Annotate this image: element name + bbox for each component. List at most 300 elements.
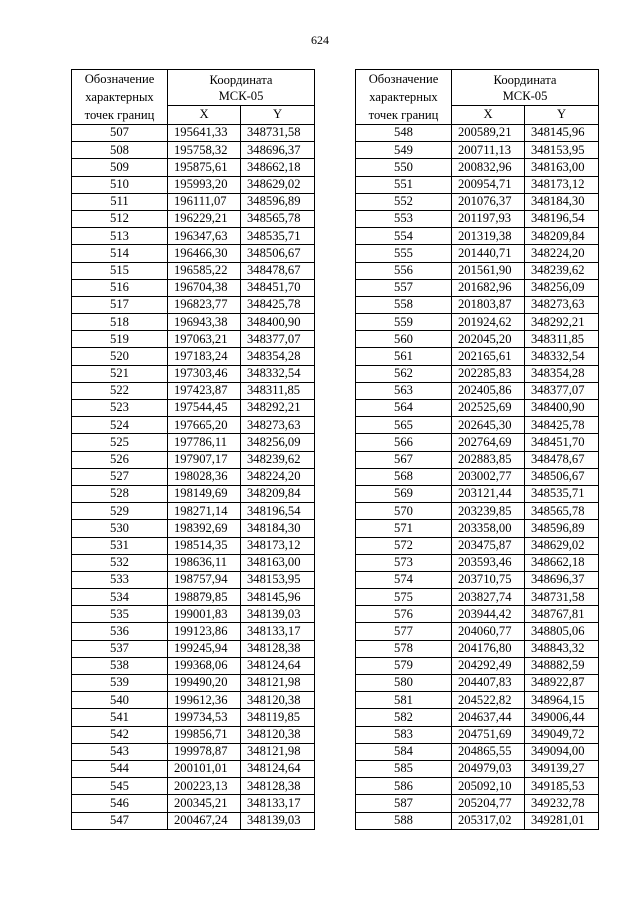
coordinates-table-left-body (72, 125, 315, 830)
table-row (72, 262, 315, 279)
point-number: 533 (72, 571, 168, 588)
table-row (356, 262, 599, 279)
point-number: 509 (72, 159, 168, 176)
x-coordinate: 200101,01 (168, 760, 241, 777)
point-number: 586 (356, 778, 452, 795)
x-coordinate: 195758,32 (168, 142, 241, 159)
y-coordinate: 348964,15 (525, 692, 599, 709)
point-number: 577 (356, 623, 452, 640)
x-coordinate: 198149,69 (168, 485, 241, 502)
table-row (72, 245, 315, 262)
y-coordinate: 348145,96 (525, 125, 599, 142)
y-coordinate: 348535,71 (241, 228, 315, 245)
point-number: 528 (72, 485, 168, 502)
point-number: 535 (72, 606, 168, 623)
x-coordinate: 197665,20 (168, 417, 241, 434)
header-point-line-1: Обозначение (368, 72, 439, 86)
y-coordinate: 348209,84 (241, 485, 315, 502)
table-row (356, 176, 599, 193)
table-row (356, 485, 599, 502)
y-coordinate: 349006,44 (525, 709, 599, 726)
table-row (356, 142, 599, 159)
y-coordinate: 348843,32 (525, 640, 599, 657)
table-row (72, 554, 315, 571)
table-row (356, 657, 599, 674)
y-coordinate: 348145,96 (241, 589, 315, 606)
point-number: 548 (356, 125, 452, 142)
y-coordinate: 349139,27 (525, 760, 599, 777)
y-coordinate: 348224,20 (241, 468, 315, 485)
x-coordinate: 202285,83 (452, 365, 525, 382)
point-number: 518 (72, 314, 168, 331)
point-number: 553 (356, 210, 452, 227)
table-row (72, 778, 315, 795)
header-point-line-3: точек границ (368, 108, 439, 122)
table-row (356, 726, 599, 743)
x-coordinate: 196585,22 (168, 262, 241, 279)
x-coordinate: 197183,24 (168, 348, 241, 365)
point-number: 549 (356, 142, 452, 159)
x-coordinate: 197786,11 (168, 434, 241, 451)
x-coordinate: 203593,46 (452, 554, 525, 571)
y-coordinate: 348224,20 (525, 245, 599, 262)
point-number: 587 (356, 795, 452, 812)
y-coordinate: 348354,28 (241, 348, 315, 365)
y-coordinate: 348173,12 (525, 176, 599, 193)
x-coordinate: 199123,86 (168, 623, 241, 640)
y-coordinate: 348596,89 (241, 193, 315, 210)
point-number: 516 (72, 279, 168, 296)
y-coordinate: 348311,85 (525, 331, 599, 348)
x-coordinate: 196704,38 (168, 279, 241, 296)
table-row (72, 623, 315, 640)
table-row (72, 451, 315, 468)
point-number: 580 (356, 675, 452, 692)
table-row (356, 451, 599, 468)
coordinates-table-left (71, 69, 315, 830)
point-number: 560 (356, 331, 452, 348)
point-number: 578 (356, 640, 452, 657)
table-row (356, 365, 599, 382)
y-coordinate: 348133,17 (241, 795, 315, 812)
header-coordinate-system (168, 70, 315, 106)
y-coordinate: 348133,17 (241, 623, 315, 640)
y-coordinate: 348731,58 (241, 125, 315, 142)
y-coordinate: 348196,54 (525, 210, 599, 227)
header-coord-line-1: Координата (209, 72, 273, 87)
x-coordinate: 201076,37 (452, 193, 525, 210)
x-coordinate: 199734,53 (168, 709, 241, 726)
table-row (72, 193, 315, 210)
x-coordinate: 204292,49 (452, 657, 525, 674)
table-row (356, 760, 599, 777)
y-coordinate: 348256,09 (525, 279, 599, 296)
table-row (356, 571, 599, 588)
x-coordinate: 202645,30 (452, 417, 525, 434)
point-number: 526 (72, 451, 168, 468)
x-coordinate: 197907,17 (168, 451, 241, 468)
table-row (356, 400, 599, 417)
y-coordinate: 348163,00 (525, 159, 599, 176)
x-coordinate: 204176,80 (452, 640, 525, 657)
table-row (356, 314, 599, 331)
point-number: 541 (72, 709, 168, 726)
point-number: 522 (72, 382, 168, 399)
x-coordinate: 198028,36 (168, 468, 241, 485)
table-row (72, 210, 315, 227)
point-number: 588 (356, 812, 452, 829)
point-number: 539 (72, 675, 168, 692)
y-coordinate: 348124,64 (241, 760, 315, 777)
x-coordinate: 196347,63 (168, 228, 241, 245)
table-row (356, 279, 599, 296)
y-coordinate: 348696,37 (525, 571, 599, 588)
x-coordinate: 203121,44 (452, 485, 525, 502)
table-row (356, 159, 599, 176)
point-number: 562 (356, 365, 452, 382)
y-coordinate: 348565,78 (241, 210, 315, 227)
table-row (72, 400, 315, 417)
y-coordinate: 348196,54 (241, 503, 315, 520)
header-coord-line-2: МСК-05 (218, 88, 264, 103)
y-coordinate: 348121,98 (241, 675, 315, 692)
table-row (356, 537, 599, 554)
table-row (356, 589, 599, 606)
point-number: 537 (72, 640, 168, 657)
x-coordinate: 196111,07 (168, 193, 241, 210)
point-number: 534 (72, 589, 168, 606)
point-number: 524 (72, 417, 168, 434)
y-coordinate: 348478,67 (525, 451, 599, 468)
y-coordinate: 348400,90 (241, 314, 315, 331)
point-number: 576 (356, 606, 452, 623)
x-coordinate: 203475,87 (452, 537, 525, 554)
y-coordinate: 349094,00 (525, 743, 599, 760)
x-coordinate: 201319,38 (452, 228, 525, 245)
point-number: 551 (356, 176, 452, 193)
x-coordinate: 198271,14 (168, 503, 241, 520)
y-coordinate: 349185,53 (525, 778, 599, 795)
x-coordinate: 202883,85 (452, 451, 525, 468)
x-coordinate: 203239,85 (452, 503, 525, 520)
header-point-line-3: точек границ (84, 108, 155, 122)
x-coordinate: 198757,94 (168, 571, 241, 588)
point-number: 517 (72, 296, 168, 313)
table-row (72, 142, 315, 159)
point-number: 521 (72, 365, 168, 382)
x-coordinate: 201803,87 (452, 296, 525, 313)
point-number: 545 (72, 778, 168, 795)
table-row (356, 709, 599, 726)
table-row (356, 193, 599, 210)
point-number: 585 (356, 760, 452, 777)
x-coordinate: 204637,44 (452, 709, 525, 726)
y-coordinate: 348805,06 (525, 623, 599, 640)
table-row (72, 159, 315, 176)
x-coordinate: 204865,55 (452, 743, 525, 760)
table-row (72, 760, 315, 777)
point-number: 542 (72, 726, 168, 743)
y-coordinate: 348882,59 (525, 657, 599, 674)
y-coordinate: 348139,03 (241, 812, 315, 829)
y-coordinate: 348425,78 (241, 296, 315, 313)
point-number: 584 (356, 743, 452, 760)
y-coordinate: 348239,62 (525, 262, 599, 279)
header-y: Y (241, 106, 315, 125)
table-row (356, 382, 599, 399)
table-row (356, 468, 599, 485)
header-point-line-2: характерных (369, 90, 438, 104)
y-coordinate: 348451,70 (241, 279, 315, 296)
point-number: 543 (72, 743, 168, 760)
table-row (356, 623, 599, 640)
y-coordinate: 348311,85 (241, 382, 315, 399)
point-number: 520 (72, 348, 168, 365)
point-number: 550 (356, 159, 452, 176)
table-row (356, 348, 599, 365)
table-row (356, 503, 599, 520)
point-number: 571 (356, 520, 452, 537)
point-number: 564 (356, 400, 452, 417)
point-number: 532 (72, 554, 168, 571)
table-row (356, 210, 599, 227)
point-number: 540 (72, 692, 168, 709)
point-number: 582 (356, 709, 452, 726)
header-x: X (168, 106, 241, 125)
y-coordinate: 348120,38 (241, 692, 315, 709)
table-row (72, 228, 315, 245)
table-row (356, 743, 599, 760)
x-coordinate: 199978,87 (168, 743, 241, 760)
header-y: Y (525, 106, 599, 125)
x-coordinate: 196823,77 (168, 296, 241, 313)
y-coordinate: 348124,64 (241, 657, 315, 674)
x-coordinate: 195993,20 (168, 176, 241, 193)
x-coordinate: 197303,46 (168, 365, 241, 382)
table-row (72, 485, 315, 502)
x-coordinate: 198392,69 (168, 520, 241, 537)
x-coordinate: 195875,61 (168, 159, 241, 176)
point-number: 559 (356, 314, 452, 331)
y-coordinate: 348153,95 (241, 571, 315, 588)
x-coordinate: 203827,74 (452, 589, 525, 606)
x-coordinate: 204979,03 (452, 760, 525, 777)
y-coordinate: 348377,07 (241, 331, 315, 348)
x-coordinate: 200223,13 (168, 778, 241, 795)
point-number: 556 (356, 262, 452, 279)
point-number: 583 (356, 726, 452, 743)
y-coordinate: 348119,85 (241, 709, 315, 726)
x-coordinate: 205204,77 (452, 795, 525, 812)
point-number: 531 (72, 537, 168, 554)
point-number: 561 (356, 348, 452, 365)
x-coordinate: 204060,77 (452, 623, 525, 640)
y-coordinate: 348292,21 (525, 314, 599, 331)
table-row (356, 640, 599, 657)
y-coordinate: 348425,78 (525, 417, 599, 434)
point-number: 554 (356, 228, 452, 245)
y-coordinate: 348535,71 (525, 485, 599, 502)
x-coordinate: 201440,71 (452, 245, 525, 262)
y-coordinate: 348153,95 (525, 142, 599, 159)
y-coordinate: 348184,30 (241, 520, 315, 537)
y-coordinate: 348696,37 (241, 142, 315, 159)
x-coordinate: 200954,71 (452, 176, 525, 193)
y-coordinate: 348332,54 (241, 365, 315, 382)
y-coordinate: 348662,18 (241, 159, 315, 176)
table-row (356, 778, 599, 795)
table-row (72, 348, 315, 365)
y-coordinate: 348629,02 (525, 537, 599, 554)
y-coordinate: 348377,07 (525, 382, 599, 399)
point-number: 538 (72, 657, 168, 674)
x-coordinate: 200832,96 (452, 159, 525, 176)
x-coordinate: 201561,90 (452, 262, 525, 279)
table-row (72, 314, 315, 331)
point-number: 563 (356, 382, 452, 399)
x-coordinate: 200589,21 (452, 125, 525, 142)
x-coordinate: 200345,21 (168, 795, 241, 812)
table-row (72, 537, 315, 554)
point-number: 546 (72, 795, 168, 812)
x-coordinate: 197423,87 (168, 382, 241, 399)
x-coordinate: 195641,33 (168, 125, 241, 142)
point-number: 570 (356, 503, 452, 520)
x-coordinate: 203944,42 (452, 606, 525, 623)
table-row (356, 520, 599, 537)
y-coordinate: 348662,18 (525, 554, 599, 571)
point-number: 507 (72, 125, 168, 142)
y-coordinate: 348256,09 (241, 434, 315, 451)
point-number: 573 (356, 554, 452, 571)
x-coordinate: 201924,62 (452, 314, 525, 331)
table-row (72, 382, 315, 399)
page-number: 624 (311, 33, 329, 47)
table-row (72, 571, 315, 588)
table-row (356, 606, 599, 623)
point-number: 525 (72, 434, 168, 451)
y-coordinate: 348565,78 (525, 503, 599, 520)
header-point-designation (72, 70, 168, 125)
x-coordinate: 204751,69 (452, 726, 525, 743)
y-coordinate: 348922,87 (525, 675, 599, 692)
x-coordinate: 200467,24 (168, 812, 241, 829)
x-coordinate: 198879,85 (168, 589, 241, 606)
point-number: 512 (72, 210, 168, 227)
y-coordinate: 348209,84 (525, 228, 599, 245)
point-number: 523 (72, 400, 168, 417)
header-point-line-1: Обозначение (84, 72, 155, 86)
x-coordinate: 205317,02 (452, 812, 525, 829)
y-coordinate: 349232,78 (525, 795, 599, 812)
point-number: 547 (72, 812, 168, 829)
x-coordinate: 205092,10 (452, 778, 525, 795)
y-coordinate: 348332,54 (525, 348, 599, 365)
y-coordinate: 348478,67 (241, 262, 315, 279)
point-number: 572 (356, 537, 452, 554)
header-coordinate-system (452, 70, 599, 106)
point-number: 508 (72, 142, 168, 159)
point-number: 519 (72, 331, 168, 348)
point-number: 569 (356, 485, 452, 502)
x-coordinate: 202764,69 (452, 434, 525, 451)
point-number: 529 (72, 503, 168, 520)
y-coordinate: 348184,30 (525, 193, 599, 210)
table-row (72, 640, 315, 657)
x-coordinate: 199856,71 (168, 726, 241, 743)
point-number: 515 (72, 262, 168, 279)
header-point-line-2: характерных (85, 90, 154, 104)
x-coordinate: 203002,77 (452, 468, 525, 485)
point-number: 544 (72, 760, 168, 777)
table-row (72, 812, 315, 829)
table-row (356, 228, 599, 245)
point-number: 574 (356, 571, 452, 588)
y-coordinate: 348292,21 (241, 400, 315, 417)
point-number: 514 (72, 245, 168, 262)
x-coordinate: 202405,86 (452, 382, 525, 399)
y-coordinate: 349049,72 (525, 726, 599, 743)
x-coordinate: 199612,36 (168, 692, 241, 709)
table-row (72, 417, 315, 434)
y-coordinate: 348629,02 (241, 176, 315, 193)
table-row (356, 812, 599, 829)
table-row (356, 245, 599, 262)
x-coordinate: 201197,93 (452, 210, 525, 227)
header-coord-line-1: Координата (493, 72, 557, 87)
point-number: 567 (356, 451, 452, 468)
y-coordinate: 348400,90 (525, 400, 599, 417)
table-row (72, 675, 315, 692)
table-row (72, 692, 315, 709)
x-coordinate: 199245,94 (168, 640, 241, 657)
table-row (72, 606, 315, 623)
x-coordinate: 203710,75 (452, 571, 525, 588)
y-coordinate: 348173,12 (241, 537, 315, 554)
y-coordinate: 348128,38 (241, 640, 315, 657)
point-number: 527 (72, 468, 168, 485)
table-row (72, 125, 315, 142)
table-row (72, 589, 315, 606)
y-coordinate: 349281,01 (525, 812, 599, 829)
table-row (72, 743, 315, 760)
x-coordinate: 202525,69 (452, 400, 525, 417)
point-number: 558 (356, 296, 452, 313)
y-coordinate: 348451,70 (525, 434, 599, 451)
x-coordinate: 199490,20 (168, 675, 241, 692)
table-row (72, 279, 315, 296)
x-coordinate: 201682,96 (452, 279, 525, 296)
y-coordinate: 348163,00 (241, 554, 315, 571)
point-number: 565 (356, 417, 452, 434)
x-coordinate: 198636,11 (168, 554, 241, 571)
y-coordinate: 348506,67 (241, 245, 315, 262)
y-coordinate: 348139,03 (241, 606, 315, 623)
table-row (72, 296, 315, 313)
table-row (356, 434, 599, 451)
table-row (72, 726, 315, 743)
coordinates-table-right (355, 69, 599, 830)
table-row (72, 503, 315, 520)
x-coordinate: 199368,06 (168, 657, 241, 674)
table-row (72, 434, 315, 451)
table-row (356, 795, 599, 812)
x-coordinate: 196466,30 (168, 245, 241, 262)
table-row (72, 365, 315, 382)
y-coordinate: 348596,89 (525, 520, 599, 537)
point-number: 581 (356, 692, 452, 709)
point-number: 511 (72, 193, 168, 210)
